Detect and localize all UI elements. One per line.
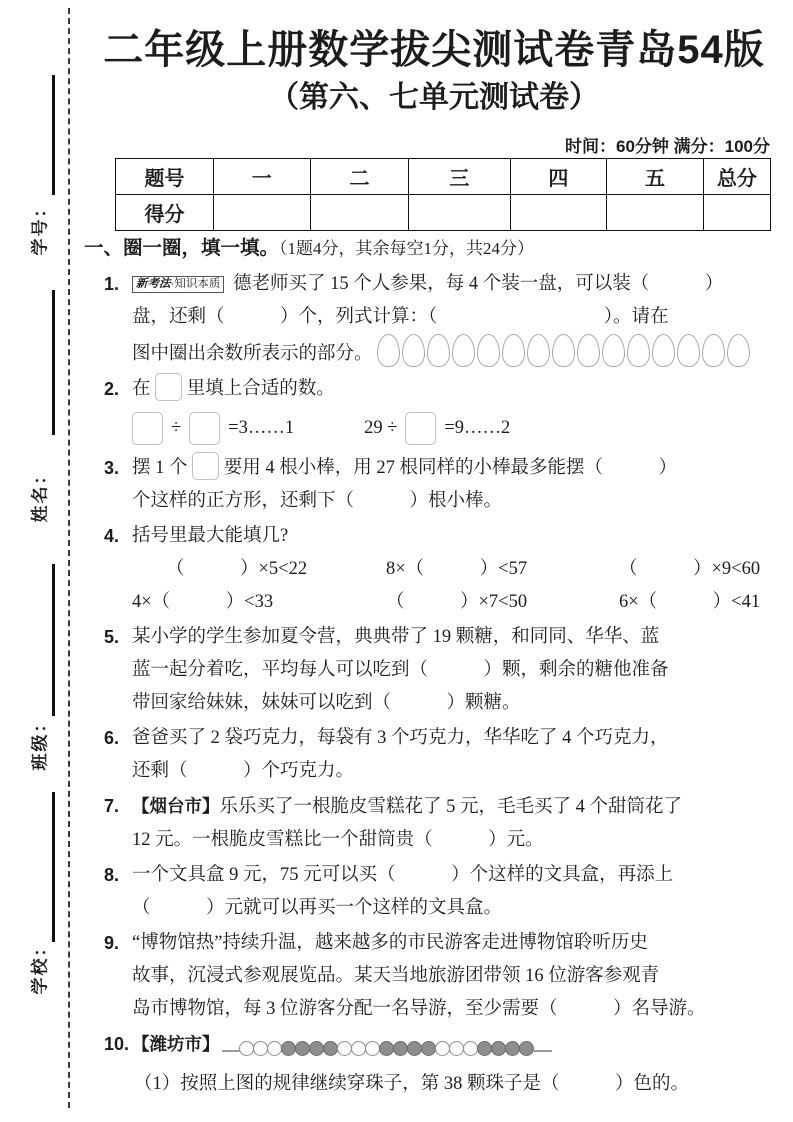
question-6-line-2: 还剩（ ）个巧克力。 bbox=[132, 761, 355, 781]
egg-shape bbox=[427, 334, 450, 367]
question-3-number: 3. bbox=[104, 458, 120, 478]
question-4-intro: 括号里最大能填几? bbox=[132, 526, 289, 546]
question-7-body bbox=[132, 790, 778, 857]
student-id-fill-line bbox=[52, 75, 55, 195]
question-5 bbox=[104, 621, 778, 720]
time-score-meta: 时间：60分钟 满分：100分 bbox=[565, 137, 770, 156]
question-7-number: 7. bbox=[104, 796, 120, 816]
question-5-line-1: 某小学的学生参加夏令营，典典带了 19 颗糖，和同同、华华、蓝 bbox=[132, 627, 660, 647]
question-5-line-2: 蓝一起分着吃，平均每人可以吃到（ ）颗，剩余的糖他准备 bbox=[132, 660, 669, 680]
inequality-5: （ ）×7<50 bbox=[386, 592, 528, 612]
egg-shape bbox=[627, 334, 650, 367]
question-3-body bbox=[132, 452, 778, 518]
yantai-city-tag: 【烟台市】 bbox=[132, 796, 220, 816]
badge-strong-text: 新考法 bbox=[136, 278, 171, 290]
question-6-number: 6. bbox=[104, 728, 120, 748]
bead-string-line bbox=[534, 1050, 552, 1052]
question-8-line-2: （ ）元就可以再买一个这样的文具盒。 bbox=[132, 898, 503, 918]
egg-shape bbox=[552, 334, 575, 367]
question-9-line-3: 岛市博物馆，每 3 位游客分配一名导游，至少需要（ ）名导游。 bbox=[132, 999, 706, 1019]
dark-bead bbox=[295, 1041, 310, 1056]
egg-shape bbox=[502, 334, 525, 367]
score-cell bbox=[310, 195, 409, 231]
egg-shape bbox=[527, 334, 550, 367]
question-3-text-2: 个这样的正方形，还剩下（ ）根小棒。 bbox=[132, 491, 503, 511]
score-col-4: 四 bbox=[510, 159, 607, 195]
question-3 bbox=[104, 452, 778, 518]
question-7-line-2: 12 元。一根脆皮雪糕比一个甜筒贵（ ）元。 bbox=[132, 830, 544, 850]
egg-shape bbox=[452, 334, 475, 367]
inequality-4: 4×（ ）<33 bbox=[132, 592, 274, 612]
question-2-intro-after: 里填上合适的数。 bbox=[186, 379, 335, 399]
fill-box bbox=[405, 412, 436, 445]
white-bead bbox=[337, 1041, 352, 1056]
white-bead bbox=[267, 1041, 282, 1056]
student-id-label: 学号： bbox=[30, 198, 50, 256]
question-7 bbox=[104, 790, 778, 857]
white-bead bbox=[253, 1041, 268, 1056]
dark-bead bbox=[309, 1041, 324, 1056]
school-fill-line bbox=[52, 792, 55, 942]
dark-bead bbox=[505, 1041, 520, 1056]
question-10-number: 10. bbox=[104, 1034, 130, 1054]
score-row-label: 得分 bbox=[116, 195, 214, 231]
score-col-3: 三 bbox=[409, 159, 510, 195]
question-8-body bbox=[132, 859, 778, 925]
dark-bead bbox=[491, 1041, 506, 1056]
score-col-label: 题号 bbox=[116, 159, 214, 195]
egg-shape bbox=[602, 334, 625, 367]
equation-2-left: 29 ÷ bbox=[364, 417, 398, 438]
score-cell bbox=[213, 195, 310, 231]
white-bead bbox=[435, 1041, 450, 1056]
question-1-body bbox=[132, 268, 778, 371]
egg-shape bbox=[402, 334, 425, 367]
badge-rest-text: ·知识本质 bbox=[170, 278, 221, 290]
question-1-text-1: 德老师买了 15 个人参果，每 4 个装一盘，可以装（ ） bbox=[232, 274, 724, 294]
question-2 bbox=[104, 373, 778, 450]
question-1-text-3: 图中圈出余数所表示的部分。 bbox=[132, 344, 373, 364]
white-bead bbox=[449, 1041, 464, 1056]
dark-bead bbox=[519, 1041, 534, 1056]
bead-string bbox=[222, 1035, 552, 1068]
question-8 bbox=[104, 859, 778, 925]
question-4-number: 4. bbox=[104, 526, 120, 546]
question-1-line-3 bbox=[132, 334, 778, 371]
equation-1-operator: ÷ bbox=[171, 417, 182, 438]
equation-2-result: =9……2 bbox=[444, 417, 511, 438]
score-cell bbox=[510, 195, 607, 231]
seal-dashed-line bbox=[68, 8, 70, 1108]
question-9-body bbox=[132, 927, 778, 1026]
dark-bead bbox=[379, 1041, 394, 1056]
score-col-total: 总分 bbox=[703, 159, 770, 195]
egg-shape bbox=[577, 334, 600, 367]
question-8-number: 8. bbox=[104, 865, 120, 885]
weifang-city-tag: 【潍坊市】 bbox=[132, 1034, 220, 1054]
name-label: 姓名： bbox=[30, 465, 50, 523]
question-3-line-1 bbox=[132, 452, 778, 485]
egg-shape bbox=[477, 334, 500, 367]
equation-2 bbox=[364, 412, 510, 445]
class-label: 班级： bbox=[30, 713, 50, 771]
question-2-number: 2. bbox=[104, 379, 120, 399]
inequality-1: （ ）×5<22 bbox=[166, 559, 308, 579]
questions-area bbox=[84, 233, 778, 1103]
inequality-6: 6×（ ）<41 bbox=[619, 592, 761, 612]
question-2-body bbox=[132, 373, 778, 450]
dark-bead bbox=[477, 1041, 492, 1056]
class-fill-line bbox=[52, 564, 55, 716]
dark-bead bbox=[393, 1041, 408, 1056]
name-fill-line bbox=[52, 290, 55, 435]
dark-bead bbox=[407, 1041, 422, 1056]
score-cell bbox=[409, 195, 510, 231]
equation-1-result: =3……1 bbox=[228, 417, 295, 438]
egg-shape bbox=[702, 334, 725, 367]
egg-shape bbox=[652, 334, 675, 367]
question-5-line-3: 带回家给妹妹，妹妹可以吃到（ ）颗糖。 bbox=[132, 693, 521, 713]
school-label: 学校： bbox=[30, 937, 50, 995]
question-2-intro-before: 在 bbox=[132, 379, 151, 399]
question-7-text-1: 乐乐买了一根脆皮雪糕花了 5 元，毛毛买了 4 个甜筒花了 bbox=[219, 797, 683, 817]
egg-shape bbox=[727, 334, 750, 367]
question-5-body bbox=[132, 621, 778, 720]
question-6 bbox=[104, 722, 778, 788]
question-8-line-1: 一个文具盒 9 元，75 元可以买（ ）个这样的文具盒，再添上 bbox=[132, 865, 674, 885]
score-col-2: 二 bbox=[310, 159, 409, 195]
section-1-title: 一、圈一圈，填一填。 bbox=[84, 237, 280, 259]
question-4-row-1 bbox=[132, 553, 778, 586]
question-3-text-after-box: 要用 4 根小棒，用 27 根同样的小棒最多能摆（ ） bbox=[223, 458, 678, 478]
score-cell bbox=[607, 195, 704, 231]
question-4-body bbox=[132, 520, 778, 619]
question-6-body bbox=[132, 722, 778, 788]
page-title: 二年级上册数学拔尖测试卷青岛54版 bbox=[103, 28, 765, 72]
section-1-note: （1题4分，其余每空1分，共24分） bbox=[279, 239, 535, 258]
score-table-score-row bbox=[116, 195, 771, 231]
question-6-line-1: 爸爸买了 2 袋巧克力，每袋有 3 个巧克力，华华吃了 4 个巧克力， bbox=[132, 728, 669, 748]
section-1-heading bbox=[84, 233, 778, 264]
egg-shape bbox=[677, 334, 700, 367]
score-col-1: 一 bbox=[213, 159, 310, 195]
question-2-equations bbox=[132, 406, 778, 450]
score-table bbox=[115, 158, 771, 231]
square-shape-box bbox=[192, 452, 219, 480]
question-10-line-1 bbox=[132, 1028, 778, 1068]
question-4 bbox=[104, 520, 778, 619]
question-1-text-2: 盘，还剩（ ）个，列式计算：（ ）。请在 bbox=[132, 307, 669, 327]
question-4-row-2 bbox=[132, 586, 778, 619]
score-col-5: 五 bbox=[607, 159, 704, 195]
score-table-header-row bbox=[116, 159, 771, 195]
white-bead bbox=[239, 1041, 254, 1056]
white-bead bbox=[351, 1041, 366, 1056]
question-3-text-before-box: 摆 1 个 bbox=[132, 458, 188, 478]
question-1 bbox=[104, 268, 778, 371]
score-cell bbox=[703, 195, 770, 231]
question-7-line-1 bbox=[132, 790, 778, 824]
question-9-line-1: “博物馆热”持续升温，越来越多的市民游客走进博物馆聆听历史 bbox=[132, 933, 648, 953]
question-3-line-2 bbox=[132, 485, 778, 518]
equation-1 bbox=[132, 412, 294, 445]
fill-box bbox=[189, 412, 220, 445]
white-bead bbox=[365, 1041, 380, 1056]
ginseng-fruit-eggs-row bbox=[377, 334, 750, 367]
question-10-body bbox=[132, 1028, 778, 1101]
question-9-line-2: 故事，沉浸式参观展览品。某天当地旅游团带领 16 位游客参观青 bbox=[132, 966, 660, 986]
inequality-3: （ ）×9<60 bbox=[619, 559, 761, 579]
beads-row bbox=[240, 1035, 534, 1068]
question-9 bbox=[104, 927, 778, 1026]
question-9-number: 9. bbox=[104, 933, 120, 953]
dark-bead bbox=[421, 1041, 436, 1056]
question-5-number: 5. bbox=[104, 627, 120, 647]
question-1-line-2 bbox=[132, 301, 778, 334]
question-2-intro bbox=[132, 373, 778, 406]
fill-box bbox=[155, 373, 182, 401]
egg-shape bbox=[377, 334, 400, 367]
question-10 bbox=[104, 1028, 778, 1101]
question-1-number: 1. bbox=[104, 274, 120, 294]
question-10-sub-1: （1）按照上图的规律继续穿珠子，第 38 颗珠子是（ ）色的。 bbox=[134, 1073, 690, 1094]
page-subtitle: （第六、七单元测试卷） bbox=[269, 81, 599, 114]
dark-bead bbox=[323, 1041, 338, 1056]
fill-box bbox=[132, 412, 163, 445]
new-method-badge bbox=[132, 276, 224, 293]
question-1-line-1 bbox=[132, 268, 778, 301]
white-bead bbox=[463, 1041, 478, 1056]
dark-bead bbox=[281, 1041, 296, 1056]
inequality-2: 8×（ ）<57 bbox=[386, 559, 528, 579]
bead-string-line bbox=[222, 1050, 240, 1052]
